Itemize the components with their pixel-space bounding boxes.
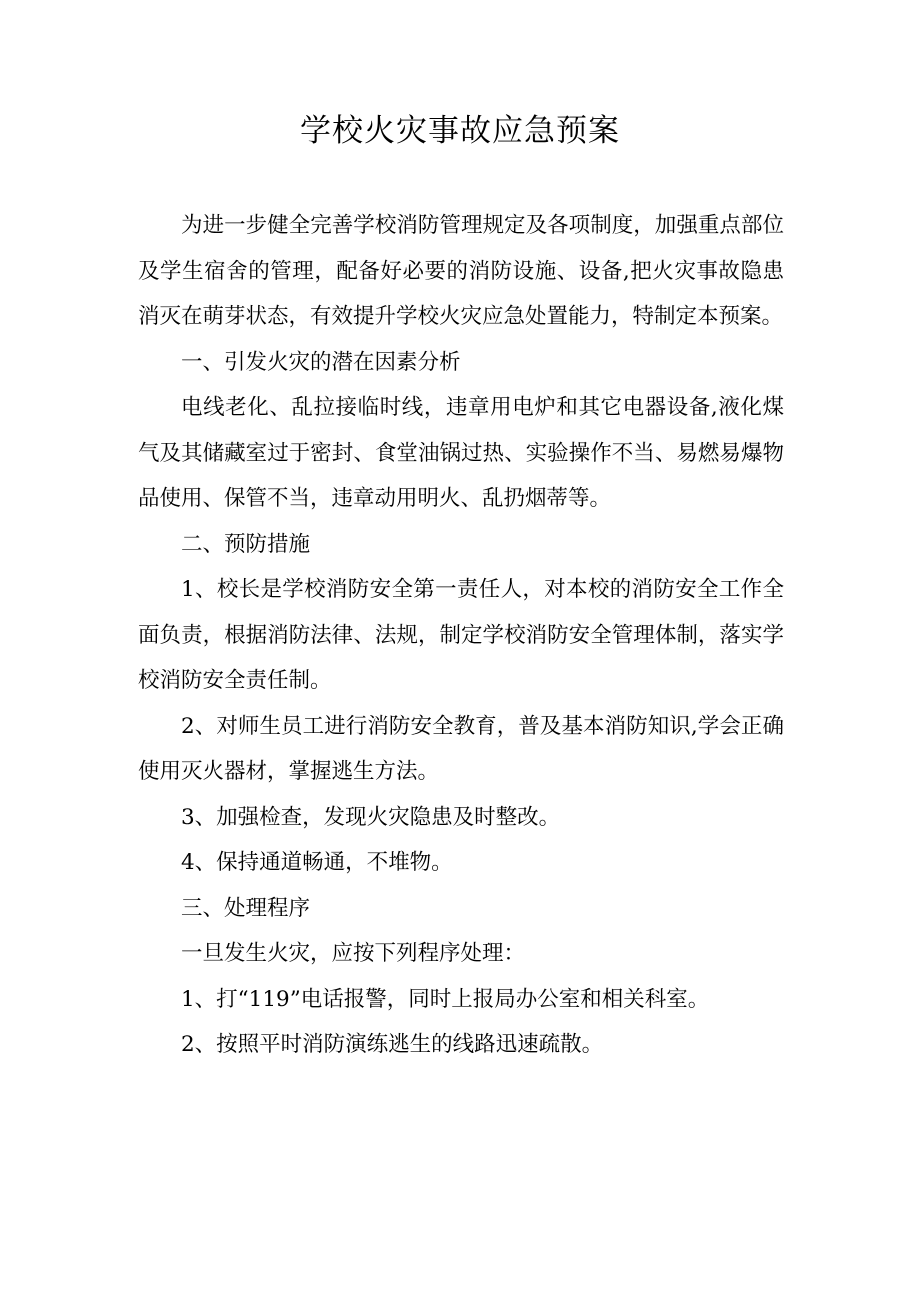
procedure-item-1: 1、打“119”电话报警，同时上报局办公室和相关科室。 [181,986,710,1012]
prevention-item-4: 4、保持通道畅通，不堆物。 [181,850,453,875]
document-body [138,203,784,1068]
procedure-item-2: 2、按照平时消防演练逃生的线路迅速疏散。 [181,1032,604,1057]
document-title: 学校火灾事故应急预案 [300,113,620,149]
intro-paragraph: 为进一步健全完善学校消防管理规定及各项制度，加强重点部位及学生宿舍的管理，配备好必要的消防设施、设备,把火灾事故隐患消灭在萌芽状态，有效提升学校火灾应急处置能力，特制定本预案。 [138,213,784,329]
section-heading-causes: 一、引发火灾的潜在因素分析 [181,349,461,375]
prevention-item-2: 2、对师生员工进行消防安全教育，普及基本消防知识,学会正确使用灭火器材，掌握逃生方法。 [138,713,784,784]
section-heading-prevention: 二、预防措施 [181,531,311,557]
causes-paragraph: 电线老化、乱拉接临时线，违章用电炉和其它电器设备,液化煤气及其储藏室过于密封、食堂油锅过热、实验操作不当、易燃易爆物品使用、保管不当，违章动用明火、乱扔烟蒂等。 [138,395,784,511]
prevention-item-3: 3、加强检查，发现火灾隐患及时整改。 [181,804,561,830]
section-heading-procedure: 三、处理程序 [181,895,311,921]
prevention-item-1: 1、校长是学校消防安全第一责任人，对本校的消防安全工作全面负责，根据消防法律、法规，制定学校消防安全管理体制，落实学校消防安全责任制。 [138,577,784,693]
procedure-intro: 一旦发生火灾，应按下列程序处理： [181,941,526,966]
